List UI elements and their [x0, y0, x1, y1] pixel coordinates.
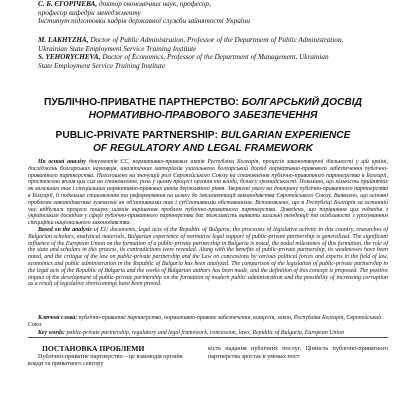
section-divider: [28, 337, 388, 338]
keywords-ukrainian: [28, 315, 388, 329]
abstract: [28, 159, 388, 288]
author-affiliation: Інститут підготовки кадрів державної служби зайнятості України: [38, 17, 250, 26]
abstract-english: [28, 227, 388, 288]
title-italic-part: BULGARIAN EXPERIENCE: [217, 130, 351, 141]
author-name: S. YEHORYCHEVA,: [38, 53, 101, 62]
keywords-text: публічно-приватне партнерство, нормативно-правове забезпечення, концесія, закон, Республіка Болгарія, Європейський Союз: [28, 315, 382, 328]
author-credentials: Doctor of Economics, Professor of the Department of Management, Ukrainian: [100, 53, 329, 62]
author-affiliation: State Employment Service Training Institute: [38, 61, 165, 70]
abstract-ukrainian: [28, 159, 388, 227]
keywords-english: [28, 330, 388, 337]
body-column-left: [28, 345, 193, 368]
authors-ukrainian: [38, 0, 393, 26]
article-title-english: [28, 130, 378, 155]
author-affiliation: Ukrainian State Employment Service Training Institute: [38, 44, 197, 53]
abstract-body: документів ЄС, нормативно-правових актів Республіки Болгарія, процесів законотворчої діяльності у цій країні, досліджень болгарських науковців, аналітичних матеріалів узагальнено болгарський досвід нормативно-правового забезпечення публічно-приватного партнерства. Наголошено на значущій ролі Європейського Союзу на становлення публічно-приватного партнерства в Болгарії, простежено вплив цих сил на становлення, роль у цьому процесі органів та влади, бізнесу громадськості. Показано, що кількість прийнятих як загальних так і спеціальних нормативно-правових актів державного рівня. Звернено увагу на доктрину публічно-приватного партнерства в Болгарії, її подальше становлення та реформування на шляху до імплементації законодавства Європейського Союзу. Виявлено, що основні проблеми законодавства зумовлені як об'єктивними так і суб'єктивними обставинами. Встановлено, що в Республіці Болгарія за останній час відбулися процеси пошуку шляхів вирішення проблем публічно-приватного партнерства. Доведено, що порівняння цих підходів з українським досвідом у сфері публічно-приватного партнерства дає можливість виявити загальні тенденції та особливості з урахуванням специфіки національного законодавства.: [28, 159, 388, 227]
body-paragraph: кість надання публічних послуг. Цінність публічно-приватного партнерства зростає в умовах пост: [208, 345, 388, 360]
section-heading: ПОСТАНОВКА ПРОБЛЕМИ: [42, 344, 145, 353]
authors-english: [38, 36, 393, 70]
author-position: професор кафедри менеджменту: [38, 8, 141, 17]
author-name: M. LAKHYZHA,: [38, 36, 89, 44]
keywords: [28, 315, 388, 337]
abstract-lead: Based on the analysis: [38, 226, 92, 233]
abstract-body: of EU documents, legal acts of the Republic of Bulgaria, the processes of legislative activity in this country, researches of Bulgarian scholars, analytical materials, Bulgarian experience of normative legal support of public-private partnership is generalized. The significant influence of the European Union on the formation of a public-private partnership in Bulgaria is noted, the nodal milestones of this formation, the role of the state and scholars in this process, its contradictions were revealed. Along with the benefits of public-private partnership, its weaknesses have been noted, and the critique of the law on public-private partnership and the Law on concessions by various political forces and experts in the field of law, economics and public administration in the Republic of Bulgaria has been analyzed. The comparison of the legislation of public-private partnership in the legal acts of the Republic of Bulgaria and the works of Bulgarian authors has been made, and the definition of this concept is proposed. The positive impact of the development of public-private partnership on the formation of modern public administration and the possibility of increasing corruption as a result of legislative shortcomings have been proved.: [28, 226, 388, 288]
title-italic-part: БОЛГАРСЬКИЙ ДОСВІД: [238, 97, 362, 108]
keywords-label: Ключові слова:: [38, 315, 78, 321]
body-column-right: [208, 345, 388, 360]
title-italic-part: OF REGULATORY AND LEGAL FRAMEWORK: [93, 142, 313, 154]
author-credentials: доктор економічних наук, професор,: [97, 0, 211, 8]
abstract-lead: На основі аналізу: [38, 159, 86, 165]
title-italic-part: НОРМАТИВНО-ПРАВОВОГО ЗАБЕЗПЕЧЕННЯ: [88, 109, 318, 121]
title-main-part: PUBLIC-PRIVATE PARTNERSHIP:: [55, 130, 218, 141]
body-paragraph: Публічно-приватне партнерство – це взаємодія органів влади та приватного сектору: [28, 352, 183, 368]
author-name: С. Б. ЄГОРІЧЕВА,: [38, 0, 98, 8]
author-credentials: Doctor of Public Administration, Professor of the Department of Public Administration,: [88, 36, 344, 44]
article-title-ukrainian: [28, 97, 378, 122]
keywords-text: public-private partnership, regulatory and legal framework, concession, laws, Republic of Bulgaria, European Union: [65, 329, 345, 336]
title-main-part: ПУБЛІЧНО-ПРИВАТНЕ ПАРТНЕРСТВО:: [44, 97, 239, 108]
keywords-label: Key words:: [38, 329, 65, 336]
